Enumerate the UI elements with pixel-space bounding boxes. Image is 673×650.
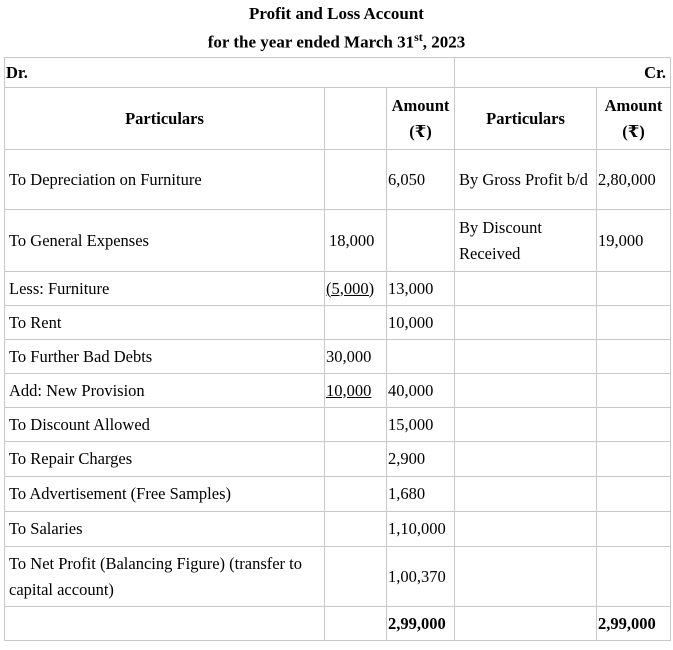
debit-sub-amount — [325, 150, 387, 210]
credit-amount-empty — [597, 340, 671, 374]
debit-amount-heading — [387, 88, 455, 150]
debit-amount: 15,000 — [387, 408, 455, 442]
credit-amount-empty — [597, 272, 671, 306]
credit-particulars-empty — [455, 272, 597, 306]
credit-amount-empty — [597, 512, 671, 547]
totals-row — [5, 607, 671, 641]
debit-sub-amount — [325, 306, 387, 340]
debit-particulars: Add: New Provision — [5, 374, 325, 408]
profit-loss-table — [4, 57, 671, 641]
credit-amount-empty — [597, 408, 671, 442]
debit-particulars: Less: Furniture — [5, 272, 325, 306]
debit-sub-amount — [325, 374, 387, 408]
credit-amount-empty — [597, 374, 671, 408]
credit-amount-empty — [597, 442, 671, 477]
table-row — [5, 306, 671, 340]
debit-side-label: Dr. — [5, 58, 455, 88]
table-row — [5, 374, 671, 408]
debit-particulars: To Salaries — [5, 512, 325, 547]
debit-sub-amount: 30,000 — [325, 340, 387, 374]
credit-total: 2,99,000 — [597, 607, 671, 641]
debit-particulars: To General Expenses — [5, 210, 325, 272]
credit-amount: 2,80,000 — [597, 150, 671, 210]
totals-sub-empty — [325, 607, 387, 641]
credit-particulars: By Gross Profit b/d — [455, 150, 597, 210]
debit-sub-amount — [325, 512, 387, 547]
credit-particulars-heading: Particulars — [455, 88, 597, 150]
debit-amount: 2,900 — [387, 442, 455, 477]
table-row — [5, 340, 671, 374]
debit-sub-amount — [325, 442, 387, 477]
credit-amount-empty — [597, 306, 671, 340]
sub-amount-underlined: (5,000) — [326, 278, 375, 298]
debit-sub-amount — [325, 477, 387, 512]
debit-total: 2,99,000 — [387, 607, 455, 641]
header-side-row — [5, 58, 671, 88]
debit-sub-amount: 18,000 — [325, 210, 387, 272]
credit-particulars: By Discount Received — [455, 210, 597, 272]
credit-amount-empty — [597, 477, 671, 512]
table-row — [5, 477, 671, 512]
debit-amount: 1,10,000 — [387, 512, 455, 547]
account-title: Profit and Loss Account — [249, 4, 424, 23]
table-row — [5, 272, 671, 306]
account-subtitle — [0, 24, 673, 56]
debit-sub-heading-empty — [325, 88, 387, 150]
debit-amount: 1,00,370 — [387, 547, 455, 607]
table-row — [5, 442, 671, 477]
table-row — [5, 210, 671, 272]
debit-sub-amount — [325, 547, 387, 607]
debit-particulars: To Further Bad Debts — [5, 340, 325, 374]
subtitle-text: for the year ended March 31 — [207, 32, 415, 52]
debit-amount: 40,000 — [387, 374, 455, 408]
debit-amount — [387, 210, 455, 272]
debit-amount-label: Amount — [391, 95, 450, 115]
sub-amount-underlined: 10,000 — [326, 380, 372, 400]
credit-particulars-empty — [455, 306, 597, 340]
debit-currency-label: (₹) — [409, 121, 432, 141]
table-row — [5, 547, 671, 607]
table-row — [5, 150, 671, 210]
credit-side-label: Cr. — [455, 58, 671, 88]
credit-particulars-empty — [455, 408, 597, 442]
header-columns-row — [5, 88, 671, 150]
credit-currency-label: (₹) — [622, 121, 645, 141]
credit-particulars-empty — [455, 512, 597, 547]
credit-amount: 19,000 — [597, 210, 671, 272]
debit-sub-amount — [325, 272, 387, 306]
debit-amount: 6,050 — [387, 150, 455, 210]
debit-amount — [387, 340, 455, 374]
subtitle-ordinal: st — [414, 30, 423, 44]
debit-sub-amount — [325, 408, 387, 442]
credit-amount-empty — [597, 547, 671, 607]
debit-particulars: To Depreciation on Furniture — [5, 150, 325, 210]
credit-amount-label: Amount — [604, 95, 663, 115]
debit-particulars-heading: Particulars — [5, 88, 325, 150]
debit-particulars: To Discount Allowed — [5, 408, 325, 442]
debit-particulars: To Advertisement (Free Samples) — [5, 477, 325, 512]
table-row — [5, 512, 671, 547]
debit-amount: 10,000 — [387, 306, 455, 340]
credit-particulars-empty — [455, 374, 597, 408]
subtitle-year: , 2023 — [422, 32, 466, 52]
credit-amount-heading — [597, 88, 671, 150]
debit-particulars: To Rent — [5, 306, 325, 340]
totals-credit-particulars-empty — [455, 607, 597, 641]
debit-particulars: To Repair Charges — [5, 442, 325, 477]
credit-particulars-empty — [455, 442, 597, 477]
table-row — [5, 408, 671, 442]
debit-amount: 1,680 — [387, 477, 455, 512]
debit-particulars: To Net Profit (Balancing Figure) (transfer to capital account) — [5, 547, 325, 607]
credit-particulars-empty — [455, 340, 597, 374]
totals-particulars-empty — [5, 607, 325, 641]
debit-amount: 13,000 — [387, 272, 455, 306]
credit-particulars-empty — [455, 477, 597, 512]
credit-particulars-empty — [455, 547, 597, 607]
